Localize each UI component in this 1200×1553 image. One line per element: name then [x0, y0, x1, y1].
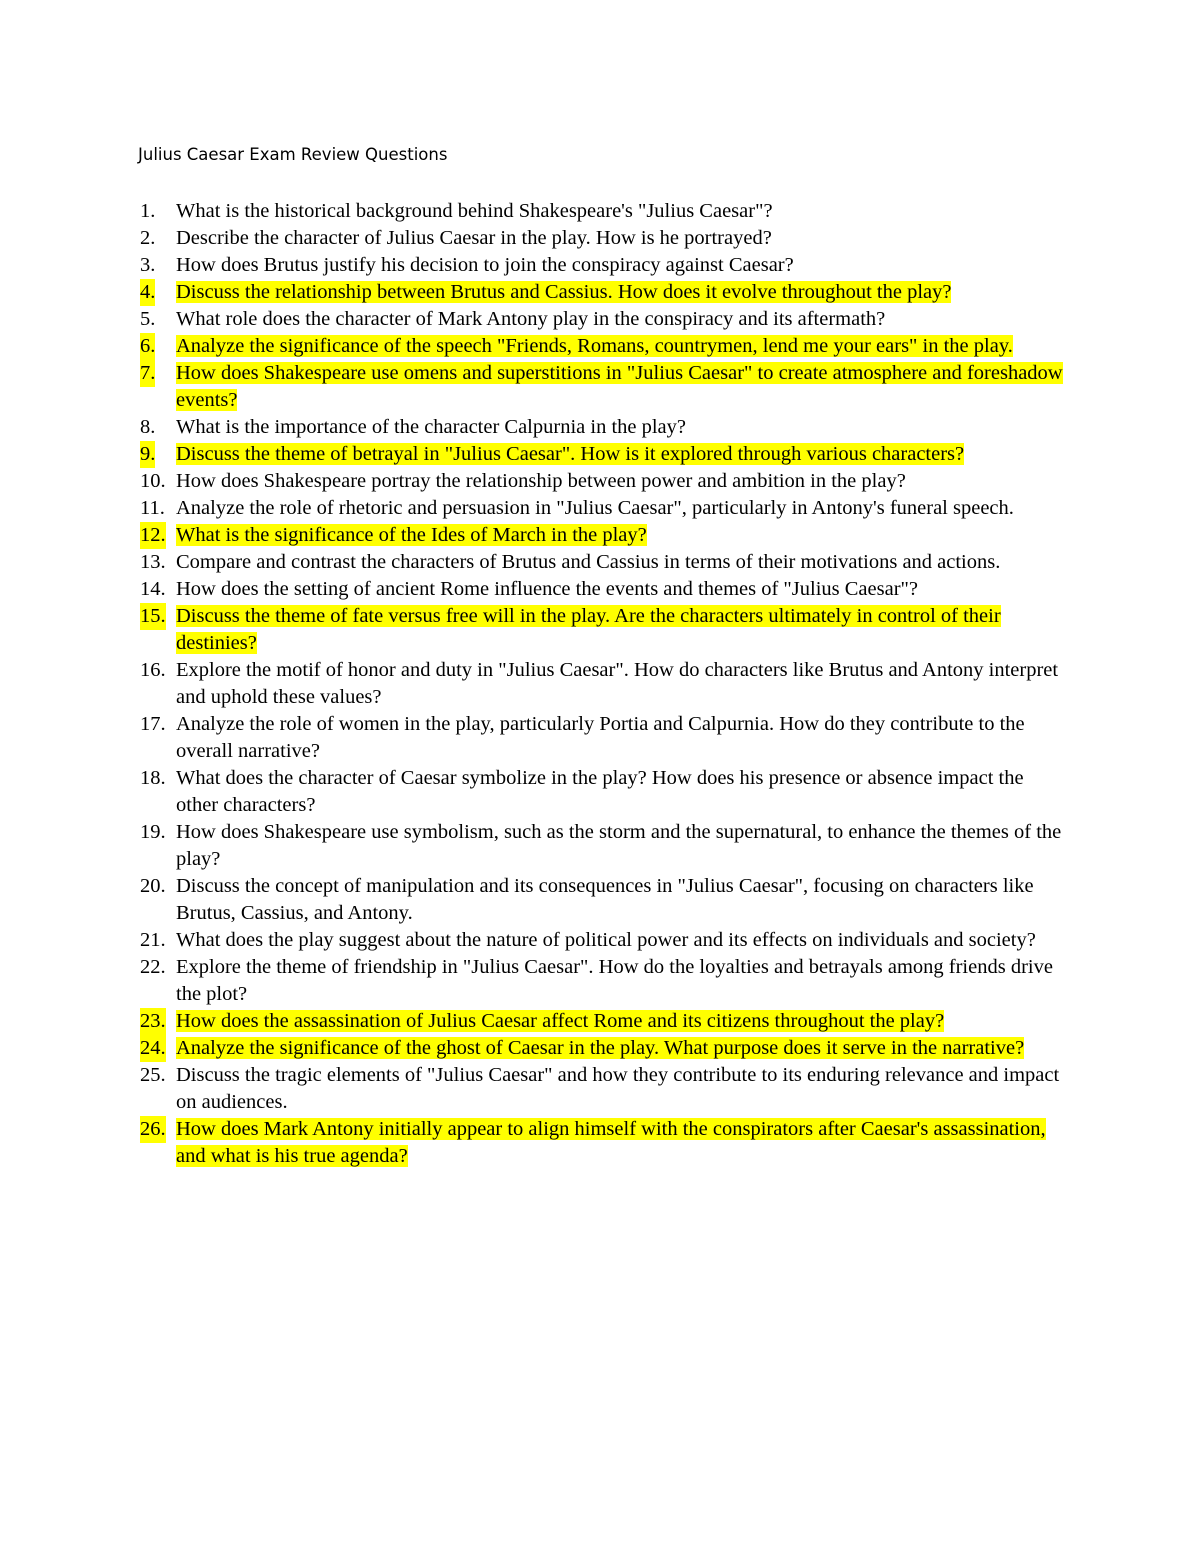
question-number: 14. — [140, 578, 166, 600]
question-text: How does Brutus justify his decision to join the conspiracy against Caesar? — [176, 254, 794, 276]
question-number: 2. — [140, 227, 156, 249]
question-number: 24. — [140, 1035, 166, 1062]
question-text: How does the setting of ancient Rome influence the events and themes of "Julius Caesar"? — [176, 578, 919, 600]
question-item — [140, 711, 1070, 765]
question-number: 13. — [140, 551, 166, 573]
question-number: 17. — [140, 713, 166, 735]
question-item — [140, 333, 1070, 360]
question-text: What role does the character of Mark Antony play in the conspiracy and its aftermath? — [176, 308, 886, 330]
question-item — [140, 927, 1070, 954]
question-item — [140, 1062, 1070, 1116]
question-item — [140, 954, 1070, 1008]
question-item — [140, 549, 1070, 576]
question-number: 6. — [140, 333, 155, 360]
question-item — [140, 765, 1070, 819]
question-number: 16. — [140, 659, 166, 681]
question-text: Explore the theme of friendship in "Julius Caesar". How do the loyalties and betrayals among friends drive the plot? — [176, 956, 1053, 1005]
question-text: Describe the character of Julius Caesar in the play. How is he portrayed? — [176, 227, 772, 249]
question-text: How does Shakespeare use omens and superstitions in "Julius Caesar" to create atmosphere and foreshadow events? — [176, 362, 1063, 411]
question-item — [140, 657, 1070, 711]
question-text: Discuss the theme of betrayal in "Julius Caesar". How is it explored through various characters? — [176, 443, 965, 465]
question-item — [140, 198, 1070, 225]
question-text: Discuss the tragic elements of "Julius Caesar" and how they contribute to its enduring relevance and impact on audiences. — [176, 1064, 1060, 1113]
question-text: Analyze the significance of the ghost of Caesar in the play. What purpose does it serve in the narrative? — [176, 1037, 1025, 1059]
question-item — [140, 819, 1070, 873]
question-text: How does Mark Antony initially appear to align himself with the conspirators after Caesar's assassination, and what is his true agenda? — [176, 1118, 1046, 1167]
question-number: 19. — [140, 821, 166, 843]
question-number: 18. — [140, 767, 166, 789]
question-text: How does Shakespeare use symbolism, such as the storm and the supernatural, to enhance the themes of the play? — [176, 821, 1062, 870]
question-item — [140, 495, 1070, 522]
question-number: 3. — [140, 254, 156, 276]
question-number: 8. — [140, 416, 156, 438]
question-number: 15. — [140, 603, 166, 630]
question-text: What is the importance of the character Calpurnia in the play? — [176, 416, 687, 438]
question-number: 7. — [140, 360, 155, 387]
question-item — [140, 873, 1070, 927]
question-item — [140, 603, 1070, 657]
question-number: 10. — [140, 470, 166, 492]
question-item — [140, 1035, 1070, 1062]
question-text: What does the character of Caesar symbolize in the play? How does his presence or absence impact the other characters? — [176, 767, 1024, 816]
question-number: 26. — [140, 1116, 166, 1143]
question-number: 23. — [140, 1008, 166, 1035]
question-text: Explore the motif of honor and duty in "Julius Caesar". How do characters like Brutus and Antony interpret and uphold these values? — [176, 659, 1059, 708]
question-text: What is the significance of the Ides of March in the play? — [176, 524, 647, 546]
question-item — [140, 279, 1070, 306]
question-item — [140, 414, 1070, 441]
question-text: How does Shakespeare portray the relationship between power and ambition in the play? — [176, 470, 906, 492]
question-number: 1. — [140, 200, 156, 222]
question-item — [140, 360, 1070, 414]
question-item — [140, 1008, 1070, 1035]
question-item — [140, 252, 1070, 279]
question-number: 20. — [140, 875, 166, 897]
document-title: Julius Caesar Exam Review Questions — [138, 145, 448, 164]
question-item — [140, 1116, 1070, 1170]
question-item — [140, 306, 1070, 333]
question-item — [140, 225, 1070, 252]
question-number: 5. — [140, 308, 156, 330]
question-text: How does the assassination of Julius Caesar affect Rome and its citizens throughout the play? — [176, 1010, 945, 1032]
question-item — [140, 522, 1070, 549]
question-number: 22. — [140, 956, 166, 978]
question-number: 11. — [140, 497, 165, 519]
question-text: Discuss the concept of manipulation and its consequences in "Julius Caesar", focusing on characters like Brutus, Cassius, and Antony. — [176, 875, 1034, 924]
question-text: Discuss the theme of fate versus free will in the play. Are the characters ultimately in control of their destinies? — [176, 605, 1001, 654]
question-number: 12. — [140, 522, 166, 549]
question-text: Analyze the role of women in the play, particularly Portia and Calpurnia. How do they contribute to the overall narrative? — [176, 713, 1025, 762]
question-text: Discuss the relationship between Brutus and Cassius. How does it evolve throughout the play? — [176, 281, 952, 303]
question-number: 21. — [140, 929, 166, 951]
question-number: 9. — [140, 441, 155, 468]
question-text: What does the play suggest about the nature of political power and its effects on individuals and society? — [176, 929, 1036, 951]
question-number: 4. — [140, 279, 155, 306]
question-item — [140, 468, 1070, 495]
question-list — [140, 198, 1070, 1170]
question-text: Compare and contrast the characters of Brutus and Cassius in terms of their motivations and actions. — [176, 551, 1001, 573]
question-item — [140, 576, 1070, 603]
question-text: What is the historical background behind Shakespeare's "Julius Caesar"? — [176, 200, 773, 222]
question-text: Analyze the significance of the speech "Friends, Romans, countrymen, lend me your ears" in the play. — [176, 335, 1013, 357]
question-item — [140, 441, 1070, 468]
question-text: Analyze the role of rhetoric and persuasion in "Julius Caesar", particularly in Antony's funeral speech. — [176, 497, 1014, 519]
question-number: 25. — [140, 1064, 166, 1086]
